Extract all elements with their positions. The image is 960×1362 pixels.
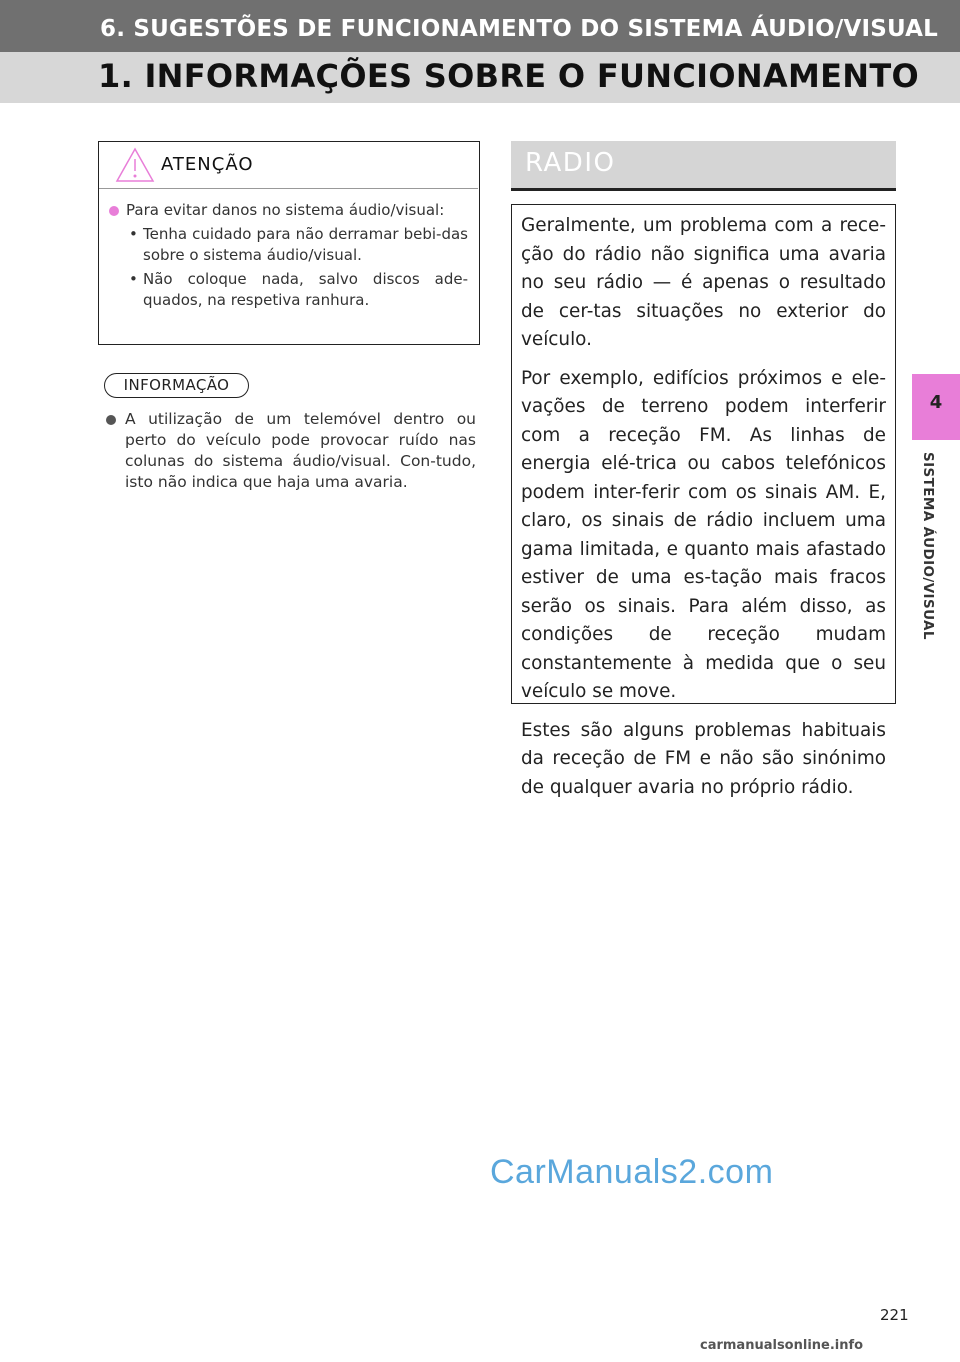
bullet-icon	[106, 415, 116, 425]
caution-lead	[99, 200, 478, 221]
radio-paragraph: Estes são alguns problemas habituais da receção de FM e não são sinónimo de qualquer avaria no próprio rádio.	[521, 719, 886, 798]
info-body	[104, 409, 476, 493]
radio-title: RADIO	[525, 148, 616, 178]
page-header	[0, 0, 960, 103]
page-number: 221	[880, 1306, 909, 1324]
caution-header	[99, 142, 478, 189]
radio-text-box	[511, 204, 896, 798]
caution-lead-text: Para evitar danos no sistema áudio/visual:	[126, 201, 445, 219]
section-title: 6. SUGESTÕES DE FUNCIONAMENTO DO SISTEMA ÁUDIO/VISUAL	[100, 16, 939, 42]
chapter-tab	[912, 374, 960, 440]
page-title: 1. INFORMAÇÕES SOBRE O FUNCIONAMENTO	[98, 57, 920, 95]
caution-title: ATENÇÃO	[161, 154, 254, 175]
watermark: CarManuals2.com	[490, 1153, 774, 1191]
caution-box	[98, 141, 480, 345]
info-item	[104, 409, 476, 493]
chapter-number: 4	[929, 392, 943, 413]
chapter-label: SISTEMA ÁUDIO/VISUAL	[920, 452, 936, 640]
caution-item	[99, 269, 478, 311]
bullet-icon	[109, 206, 119, 216]
info-tag: INFORMAÇÃO	[104, 373, 249, 398]
caution-item	[99, 224, 478, 266]
info-text: A utilização de um telemóvel dentro ou perto do veículo pode provocar ruído nas colunas do sistema áudio/visual. Con-tudo, isto não indica que haja uma avaria.	[125, 410, 476, 491]
radio-paragraph: Por exemplo, edifícios próximos e ele-vações de terreno podem interferir com a receção FM. As linhas de energia elé-trica ou cabos telefónicos podem inter-ferir com os sinais AM. E, claro, os sinais de rádio incluem uma gama limitada, e quanto mais afastado estiver de uma es-tação mais fracos serão os sinais. Para além disso, as condições de receção mudam constantemente à medida que o seu veículo se move.	[521, 367, 886, 702]
section-bar	[0, 0, 960, 52]
radio-paragraph: Geralmente, um problema com a rece-ção do rádio não significa uma avaria no seu rádio — é apenas o resultado de cer-tas situações no exterior do veículo.	[521, 215, 886, 350]
radio-section-header	[511, 141, 896, 191]
sub-bullet-icon: •	[129, 270, 138, 288]
sub-bullet-icon: •	[129, 225, 138, 243]
caution-item-text: Tenha cuidado para não derramar bebi-das sobre o sistema áudio/visual.	[143, 225, 468, 264]
caution-body	[99, 200, 478, 311]
warning-triangle-icon	[115, 147, 155, 187]
footer-site: carmanualsonline.info	[700, 1338, 864, 1353]
caution-item-text: Não coloque nada, salvo discos ade-quados, na respetiva ranhura.	[143, 270, 468, 309]
